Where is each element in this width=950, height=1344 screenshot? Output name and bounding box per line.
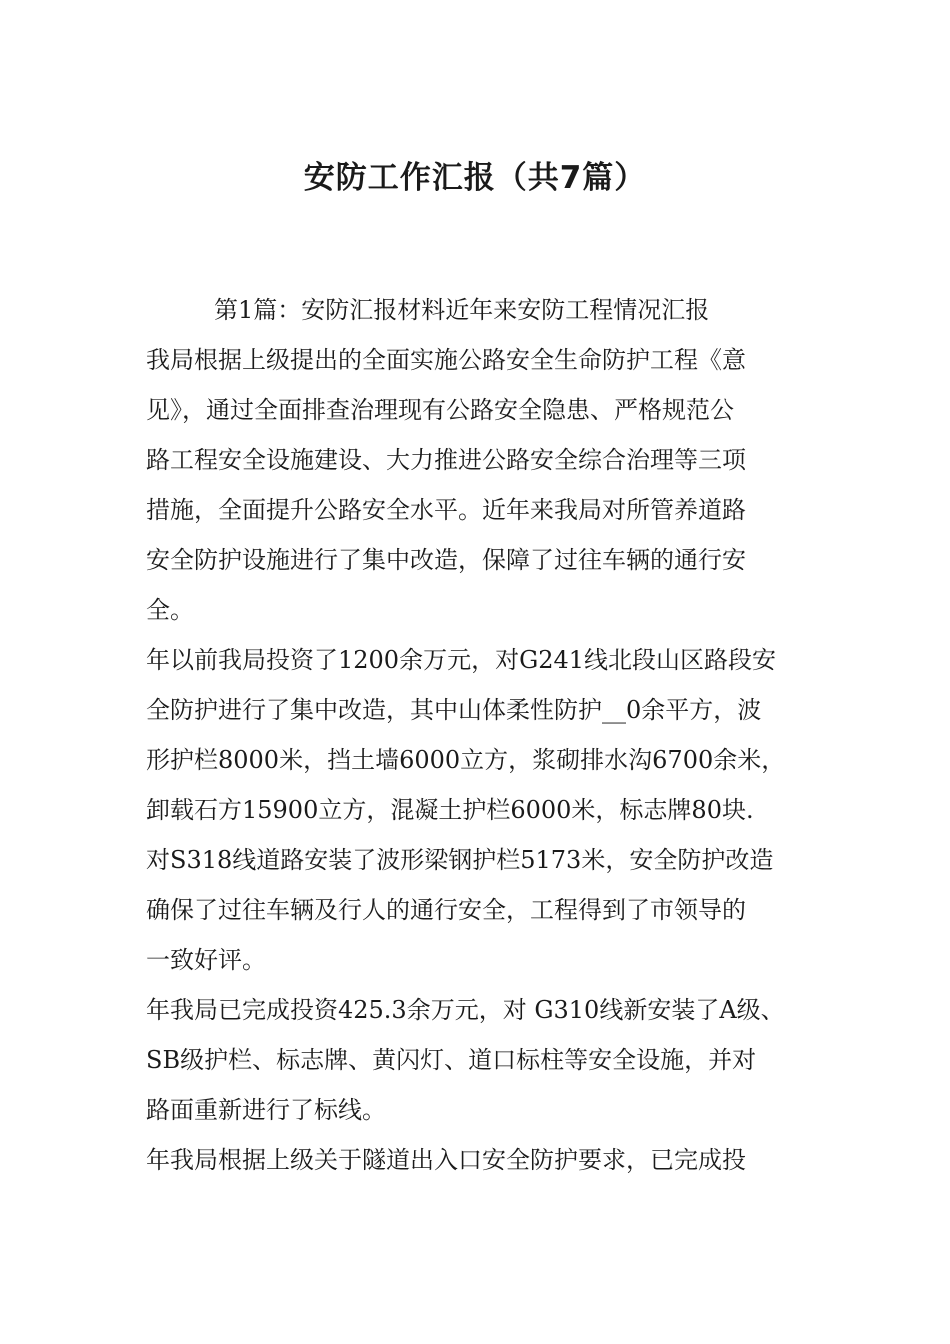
body-text-line: 卸载石方15900立方，混凝土护栏6000米，标志牌80块. bbox=[146, 796, 754, 824]
body-text-line: 全防护进行了集中改造，其中山体柔性防护__0余平方，波 bbox=[146, 696, 762, 724]
body-text-line: 全。 bbox=[146, 596, 194, 624]
body-text-line: 一致好评。 bbox=[146, 946, 266, 974]
body-text-line: 形护栏8000米，挡土墙6000立方，浆砌排水沟6700余米， bbox=[146, 746, 786, 774]
body-text-line: 路工程安全设施建设、大力推进公路安全综合治理等三项 bbox=[146, 446, 746, 474]
body-text-line: 路面重新进行了标线。 bbox=[146, 1096, 386, 1124]
body-text-line: 措施，全面提升公路安全水平。近年来我局对所管养道路 bbox=[146, 496, 746, 524]
body-text-line: 对S318线道路安装了波形梁钢护栏5173米，安全防护改造 bbox=[146, 846, 774, 874]
section-heading: 第1篇：安防汇报材料近年来安防工程情况汇报 bbox=[214, 296, 710, 324]
body-text-line: 安全防护设施进行了集中改造，保障了过往车辆的通行安 bbox=[146, 546, 746, 574]
body-text-line: 确保了过往车辆及行人的通行安全，工程得到了市领导的 bbox=[146, 896, 746, 924]
body-text-line: SB级护栏、标志牌、黄闪灯、道口标柱等安全设施，并对 bbox=[146, 1046, 757, 1074]
body-text-line: 年我局已完成投资425.3余万元，对 G310线新安装了A级、 bbox=[146, 996, 785, 1024]
body-text-line: 见》，通过全面排查治理现有公路安全隐患、严格规范公 bbox=[146, 396, 734, 424]
body-text-line: 年我局根据上级关于隧道出入口安全防护要求，已完成投 bbox=[146, 1146, 746, 1174]
body-text-line: 年以前我局投资了1200余万元，对G241线北段山区路段安 bbox=[146, 646, 777, 674]
body-text-line: 我局根据上级提出的全面实施公路安全生命防护工程《意 bbox=[146, 346, 746, 374]
document-title: 安防工作汇报（共7篇） bbox=[303, 160, 647, 196]
